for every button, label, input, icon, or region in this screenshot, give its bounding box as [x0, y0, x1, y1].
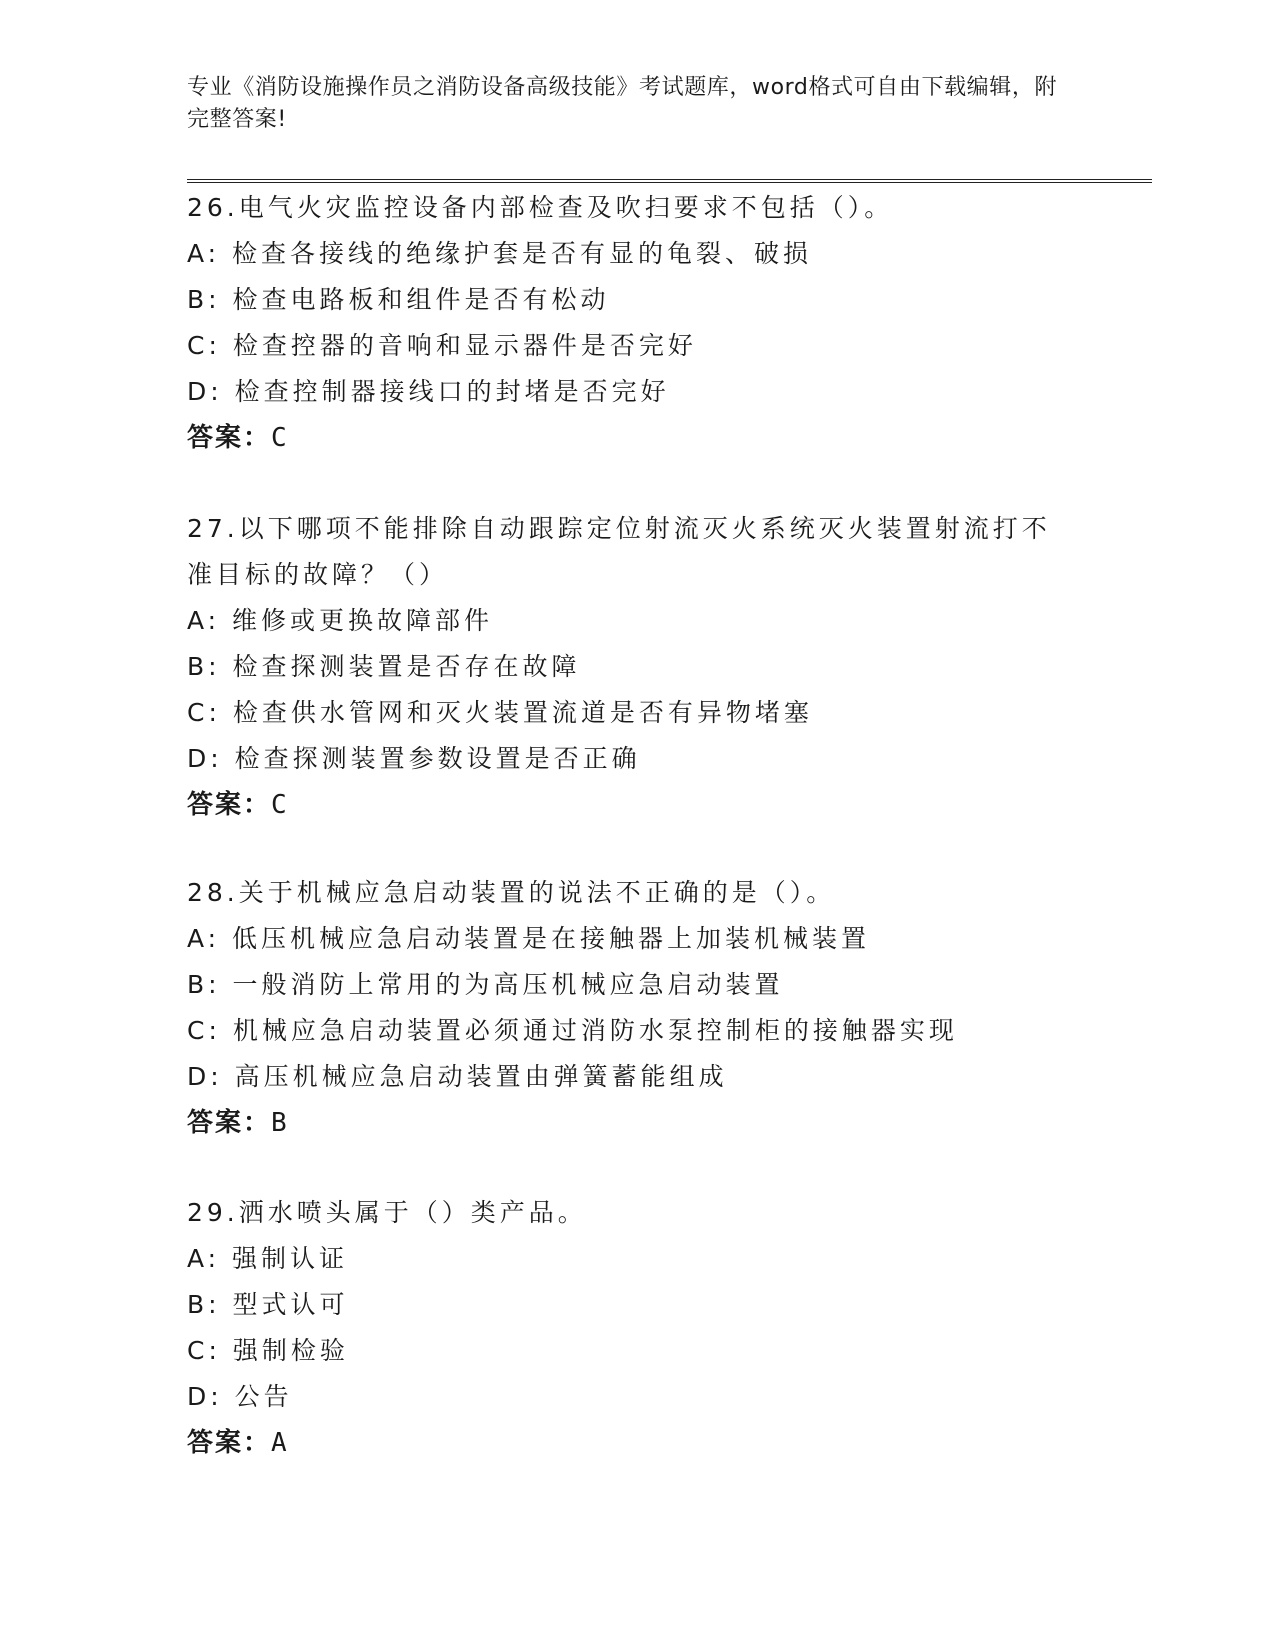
answer-line: [187, 1100, 1087, 1146]
question-stem: 27.以下哪项不能排除自动跟踪定位射流灭火系统灭火装置射流打不准目标的故障？（）: [187, 514, 1051, 589]
option-a: A: 低压机械应急启动装置是在接触器上加装机械装置: [187, 924, 871, 953]
option-c: C: 机械应急启动装置必须通过消防水泵控制柜的接触器实现: [187, 1016, 958, 1045]
question-stem: 26.电气火灾监控设备内部检查及吹扫要求不包括（）。: [187, 193, 894, 222]
question-block-28: [187, 870, 1087, 1146]
option-d: D: 高压机械应急启动装置由弹簧蓄能组成: [187, 1062, 728, 1091]
option-a: A: 检查各接线的绝缘护套是否有显的龟裂、破损: [187, 239, 813, 268]
option-b: B: 检查电路板和组件是否有松动: [187, 285, 610, 314]
option-b: B: 型式认可: [187, 1290, 349, 1319]
answer-line: [187, 415, 1087, 461]
option-d: D: 检查控制器接线口的封堵是否完好: [187, 377, 670, 406]
question-block-27: [187, 506, 1087, 828]
option-a: A: 维修或更换故障部件: [187, 606, 494, 635]
answer-line: [187, 782, 1087, 828]
question-stem: 29.洒水喷头属于（）类产品。: [187, 1198, 587, 1227]
answer-line: [187, 1420, 1087, 1466]
question-block-29: [187, 1190, 1087, 1466]
header-divider: [187, 179, 1152, 183]
answer-value: C: [271, 423, 289, 453]
option-d: D: 公告: [187, 1382, 293, 1411]
document-intro: 专业《消防设施操作员之消防设备高级技能》考试题库，word格式可自由下载编辑，附完整答案!: [187, 75, 1058, 132]
option-a: A: 强制认证: [187, 1244, 349, 1273]
question-stem: 28.关于机械应急启动装置的说法不正确的是（）。: [187, 878, 836, 907]
answer-value: B: [271, 1108, 289, 1138]
option-c: C: 强制检验: [187, 1336, 349, 1365]
question-block-26: [187, 185, 1087, 461]
option-d: D: 检查探测装置参数设置是否正确: [187, 744, 641, 773]
option-b: B: 一般消防上常用的为高压机械应急启动装置: [187, 970, 784, 999]
answer-value: A: [271, 1428, 289, 1458]
answer-label: 答案：: [187, 1108, 272, 1138]
answer-label: 答案：: [187, 1428, 272, 1458]
answer-label: 答案：: [187, 423, 272, 453]
option-c: C: 检查供水管网和灭火装置流道是否有异物堵塞: [187, 698, 813, 727]
answer-value: C: [271, 790, 289, 820]
option-c: C: 检查控器的音响和显示器件是否完好: [187, 331, 697, 360]
option-b: B: 检查探测装置是否存在故障: [187, 652, 581, 681]
answer-label: 答案：: [187, 790, 272, 820]
